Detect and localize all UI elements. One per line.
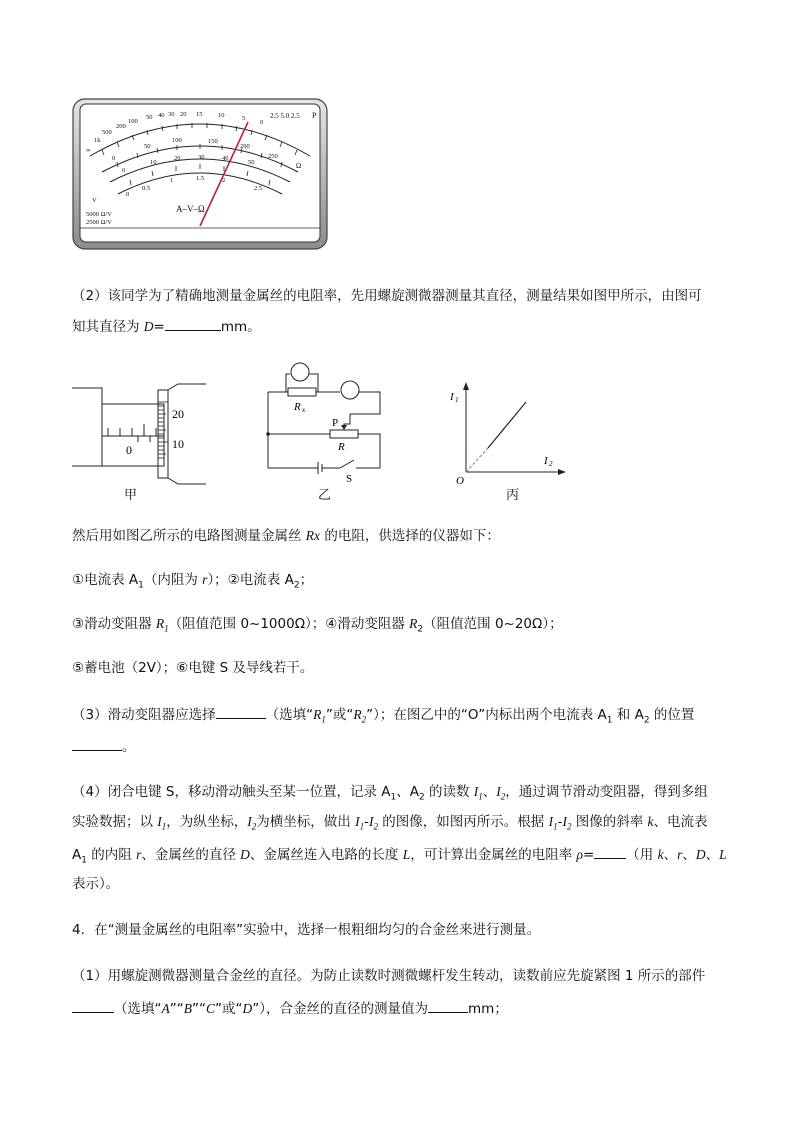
q4-text: 、电流表 xyxy=(653,814,708,830)
rx-label: R xyxy=(294,401,301,413)
p-label: P xyxy=(332,417,339,429)
scale-label: 200 xyxy=(116,123,126,130)
rx-sub: x xyxy=(302,406,306,414)
y-axis-label: I xyxy=(450,391,454,403)
q-4-var: A xyxy=(161,1001,170,1016)
question-4-title xyxy=(72,920,540,940)
q4-var: r xyxy=(677,847,683,862)
item-text: ）；②电流表 A xyxy=(207,572,294,588)
q4-text: 、金属丝的直径 xyxy=(141,847,241,863)
micrometer-figure xyxy=(72,380,212,500)
question-4-line-2 xyxy=(72,998,508,1019)
scale-label: 40 xyxy=(158,112,165,119)
q4-text: 、金属丝连入电路的长度 xyxy=(249,847,403,863)
item-text: ⑤蓄电池（2V）；⑥电键 S 及导线若干。 xyxy=(72,660,314,676)
answer-blank-resistivity[interactable] xyxy=(594,844,626,859)
item-sub: 2 xyxy=(417,624,424,635)
q4-text: 、 xyxy=(682,847,696,863)
q-4-text: ”或“ xyxy=(215,1001,243,1017)
q4-sub: 1 xyxy=(478,791,483,802)
q4-sub: 2 xyxy=(251,821,257,832)
scale-label: 0 xyxy=(126,191,130,198)
q-4-text: ”“ xyxy=(192,1001,206,1017)
scale-label: 1 xyxy=(170,177,174,184)
q4-var: I xyxy=(355,814,360,829)
q-4-var: C xyxy=(206,1001,216,1016)
range-label: 2.5 5.0 2.5 xyxy=(270,112,300,120)
q4-line-4 xyxy=(72,874,119,894)
q4-sub: 1 xyxy=(359,821,365,832)
scale-label: 50 xyxy=(146,114,153,121)
q4-var: D xyxy=(240,847,250,862)
item-var: R xyxy=(155,616,165,631)
q-4-text: （1）用螺旋测微器测量合金丝的直径。为防止读数时测微螺杆发生转动，读数前应先旋紧图 1 所示的部件 xyxy=(72,968,706,984)
q4-text: A xyxy=(72,847,82,863)
q4-text: - xyxy=(364,814,369,830)
q2-line-2 xyxy=(72,316,261,337)
q4-sub: 2 xyxy=(500,791,506,802)
thimble-tick-20: 20 xyxy=(172,407,184,421)
scale-label: 1k xyxy=(94,137,101,144)
q4-text: ，为纵坐标， xyxy=(166,814,248,830)
micrometer-diagram xyxy=(72,380,212,500)
q4-var: I xyxy=(562,814,567,829)
answer-blank-ammeter-position[interactable] xyxy=(72,736,122,751)
q-4-text: ”“ xyxy=(169,1001,184,1017)
scale-label: ∞ xyxy=(86,147,91,154)
q4-var: I xyxy=(157,814,162,829)
q4-var: k xyxy=(647,814,654,829)
intro-text: 的电阻，供选择的仪器如下： xyxy=(320,528,500,544)
q4-var: r xyxy=(136,847,142,862)
scale-label: 1.5 xyxy=(196,175,205,182)
scale-label: 30 xyxy=(168,111,175,118)
scale-label: 150 xyxy=(208,138,218,145)
scale-label: 50 xyxy=(144,143,151,150)
circuit-diagram xyxy=(260,352,390,488)
item-var: r xyxy=(202,572,208,587)
q4-text: ，可计算出金属丝的电阻率 xyxy=(410,847,577,863)
q3-sub: 2 xyxy=(361,714,367,725)
q4-text: 、A xyxy=(396,784,419,800)
q3-line-2 xyxy=(72,736,136,757)
intro-line xyxy=(72,526,500,546)
q3-text: 。 xyxy=(122,739,136,755)
scale-label: 20 xyxy=(174,155,181,162)
q3-text: （3）滑动变阻器应选择 xyxy=(72,707,216,723)
q4-text: = xyxy=(582,847,595,863)
q3-text: ”或“ xyxy=(325,707,354,723)
intro-var: Rx xyxy=(305,528,321,543)
caption-yi: 乙 xyxy=(318,488,332,503)
answer-blank-rheostat[interactable] xyxy=(216,704,266,719)
q4-sub: 1 xyxy=(390,792,397,803)
scale-label: 2.5 xyxy=(254,185,263,192)
scale-label: 20 xyxy=(180,111,187,118)
items-line-2 xyxy=(72,614,563,640)
q4-text: 实验数据；以 xyxy=(72,814,158,830)
q-4-var: D xyxy=(242,1001,253,1016)
sensitivity-label: 5000 Ω/V xyxy=(86,211,112,218)
v-label: V xyxy=(92,197,97,204)
items-line-3 xyxy=(72,658,313,678)
item-var: R xyxy=(409,616,418,631)
intro-text: 然后用如图乙所示的电路图测量金属丝 xyxy=(72,528,306,544)
q-4-text: ”），合金丝的直径的测量值为 xyxy=(252,1001,429,1017)
q3-text: 和 A xyxy=(612,707,644,723)
q4-text: 为横坐标，做出 xyxy=(256,814,356,830)
item-text: ； xyxy=(299,572,314,588)
items-line-1 xyxy=(72,570,313,596)
item-sub: 1 xyxy=(138,580,144,591)
x-axis-sub: 2 xyxy=(549,460,553,468)
scale-label: 250 xyxy=(268,153,278,160)
scale-label: 100 xyxy=(128,118,138,125)
multimeter-figure xyxy=(72,98,328,254)
q3-sub: 1 xyxy=(606,715,613,726)
q3-sub: 1 xyxy=(321,714,326,725)
answer-blank-alloy-diameter[interactable] xyxy=(428,998,468,1013)
scale-label: 10 xyxy=(150,159,157,166)
scale-label: 15 xyxy=(196,111,203,118)
q4-text: 、 xyxy=(705,847,720,863)
q4-sub: 1 xyxy=(81,855,87,866)
q2-text: （2）该同学为了精确地测量金属丝的电阻率，先用螺旋测微器测量其直径，测量结果如图甲所示，由图可 xyxy=(72,288,702,304)
q3-var: R xyxy=(313,707,322,722)
q4-text: 图像的斜率 xyxy=(571,814,648,830)
scale-label: 10 xyxy=(218,112,225,119)
scale-label: 5 xyxy=(242,115,246,122)
q2-var: D xyxy=(143,319,154,334)
q4-sub: 2 xyxy=(566,821,572,832)
sleeve-zero: 0 xyxy=(126,443,132,457)
scale-label: 0.5 xyxy=(142,185,151,192)
q2-text: mm。 xyxy=(220,319,261,335)
q-4-text: 4．在“测量金属丝的电阻率”实验中，选择一根粗细均匀的合金丝来进行测量。 xyxy=(72,922,541,938)
multimeter-dial xyxy=(72,98,328,254)
q4-text: 表示）。 xyxy=(72,876,120,892)
q2-text: = xyxy=(153,319,165,335)
scale-label: 40 xyxy=(222,155,229,162)
q4-text: - xyxy=(557,814,563,830)
scale-label: 100 xyxy=(172,137,182,144)
scale-label: 0 xyxy=(122,167,126,174)
q4-var: k xyxy=(657,847,664,862)
q4-var: I xyxy=(548,814,554,829)
x-axis-label: I xyxy=(544,455,548,467)
origin-label: O xyxy=(456,475,464,487)
q4-text: ，通过调节滑动变阻器，得到多组 xyxy=(505,784,708,800)
q4-sub: 2 xyxy=(373,821,378,832)
q4-text: 的图像，如图丙所示。根据 xyxy=(377,814,549,830)
scale-label: 50 xyxy=(248,159,255,166)
caption-bing: 丙 xyxy=(506,488,520,503)
item-sub: 1 xyxy=(164,623,169,634)
q4-sub: 1 xyxy=(161,821,167,832)
q4-line-2 xyxy=(72,812,708,837)
q-4-text: （选填“ xyxy=(114,1001,162,1017)
q2-line-1 xyxy=(72,286,702,306)
i1-i2-graph xyxy=(440,380,570,490)
q4-text: 的读数 xyxy=(424,784,474,800)
caption-jia: 甲 xyxy=(124,488,138,503)
q4-var: L xyxy=(719,847,727,862)
item-text: （阻值范围 0~1000Ω）；④滑动变阻器 xyxy=(168,616,410,632)
y-axis-sub: 1 xyxy=(455,396,459,404)
q3-var: R xyxy=(353,707,362,722)
q4-var: L xyxy=(402,847,411,862)
q-4-var: B xyxy=(183,1001,192,1016)
q3-sub: 2 xyxy=(643,715,650,726)
q4-text: （4）闭合电键 S，移动滑动触头至某一位置，记录 A xyxy=(72,784,391,800)
graph-figure xyxy=(440,380,570,490)
r-label: R xyxy=(338,441,345,453)
thimble-tick-10: 10 xyxy=(172,437,184,451)
q4-var: I xyxy=(368,814,374,829)
item-sub: 2 xyxy=(293,580,300,591)
q3-text: 的位置 xyxy=(649,707,695,723)
answer-blank-diameter[interactable] xyxy=(165,316,221,331)
q3-text: （选填“ xyxy=(265,707,314,723)
q4-line-1 xyxy=(72,782,708,808)
scale-label: 200 xyxy=(240,143,250,150)
q4-text: 的内阻 xyxy=(86,847,137,863)
q-4-text: mm； xyxy=(468,1001,508,1017)
q4-var: I xyxy=(473,784,479,799)
q4-text: 、 xyxy=(663,847,678,863)
q4-text: （用 xyxy=(626,847,658,863)
scale-label: 0 xyxy=(260,119,264,126)
q3-text: ”）；在图乙中的“O”内标出两个电流表 A xyxy=(366,707,607,723)
q4-var: I xyxy=(496,784,501,799)
scale-label: 2 xyxy=(222,177,226,184)
q3-line-1 xyxy=(72,704,694,731)
item-text: ①电流表 A xyxy=(72,572,139,588)
scale-label: 30 xyxy=(198,154,205,161)
q4-sub: 2 xyxy=(418,792,425,803)
p-label: P xyxy=(312,111,317,120)
item-text: （内阻为 xyxy=(143,572,203,588)
q4-var: I xyxy=(247,814,252,829)
item-text: （阻值范围 0~20Ω）； xyxy=(423,616,563,632)
q4-text: 、 xyxy=(482,784,497,800)
center-label: A–V–Ω xyxy=(176,204,205,214)
switch-label: S xyxy=(346,473,353,485)
q4-var: ρ xyxy=(576,847,583,862)
sensitivity-label: 2500 Ω/V xyxy=(86,219,112,226)
omega-label: Ω xyxy=(296,162,302,170)
circuit-figure xyxy=(260,352,390,488)
scale-label: 0 xyxy=(112,155,116,162)
answer-blank-part[interactable] xyxy=(72,998,114,1013)
q4-sub: 1 xyxy=(553,821,558,832)
q4-line-3 xyxy=(72,844,727,871)
q4-var: D xyxy=(695,847,706,862)
item-text: ③滑动变阻器 xyxy=(72,616,156,632)
question-4-line-1 xyxy=(72,966,705,986)
scale-label: 500 xyxy=(102,129,112,136)
q2-text: 知其直径为 xyxy=(72,319,144,335)
